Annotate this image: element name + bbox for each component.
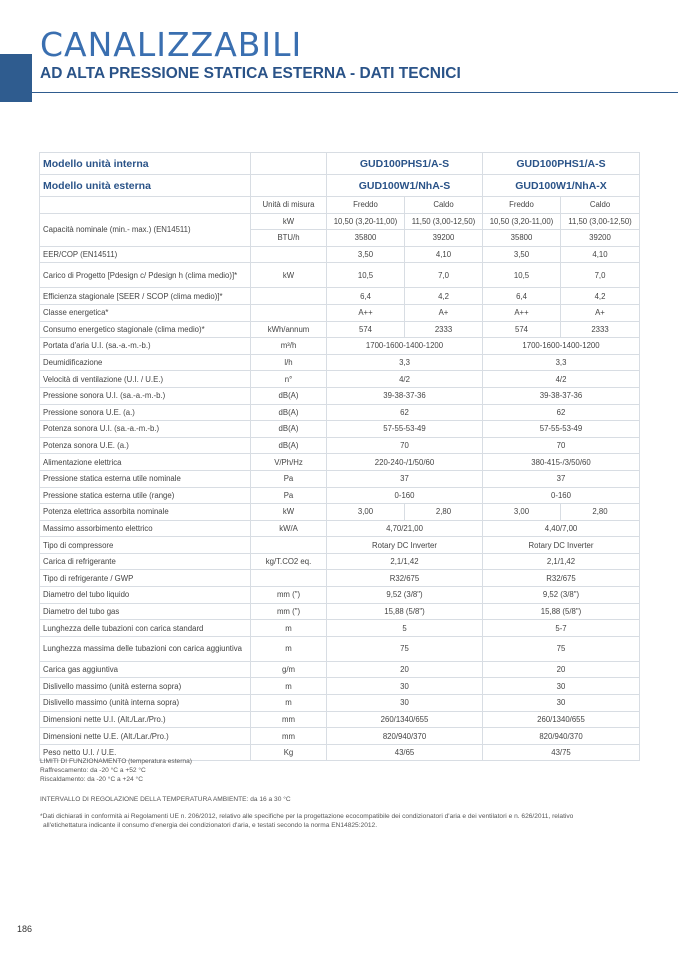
model-outdoor-1: GUD100W1/NhA-S (327, 175, 483, 197)
row-label: Carico di Progetto [Pdesign c/ Pdesign h (clima medio)]* (40, 263, 251, 288)
cell: 39-38-37-36 (327, 387, 483, 404)
operating-limits (40, 757, 192, 784)
col-freddo: Freddo (327, 197, 405, 214)
cell: A++ (483, 304, 561, 321)
row-label: Pressione sonora U.I. (sa.-a.-m.-b.) (40, 387, 251, 404)
table-row-potenza-sonora-u-e-a (40, 437, 640, 454)
table-row-diametro-del-tubo-liquido (40, 587, 640, 604)
row-unit: Kg (251, 744, 327, 761)
row-unit (251, 570, 327, 587)
cell: 30 (327, 695, 483, 712)
table-row-carico-di-progetto-pdesign-c-pdesign-h-c (40, 263, 640, 288)
cell: 4/2 (327, 371, 483, 388)
row-label: Dimensioni nette U.I. (Alt./Lar./Pro.) (40, 711, 251, 728)
row-label: Massimo assorbimento elettrico (40, 520, 251, 537)
row-label: Peso netto U.I. / U.E. (40, 744, 251, 761)
table-row-dislivello-massimo-unit-esterna-sopra (40, 678, 640, 695)
row-unit: dB(A) (251, 387, 327, 404)
cell: 260/1340/655 (483, 711, 640, 728)
row-label: Pressione statica esterna utile nominale (40, 470, 251, 487)
table-row-eer-cop-en14511 (40, 246, 640, 263)
row-label: Capacità nominale (min.- max.) (EN14511) (40, 213, 251, 246)
cell: 7,0 (561, 263, 640, 288)
row-unit: kW/A (251, 520, 327, 537)
row-unit: m (251, 620, 327, 637)
row-label: Dislivello massimo (unità interna sopra) (40, 695, 251, 712)
cell: 3,50 (327, 246, 405, 263)
row-label: Classe energetica* (40, 304, 251, 321)
row-unit: Pa (251, 470, 327, 487)
cell: 30 (483, 695, 640, 712)
cell: 4,2 (405, 288, 483, 305)
row-unit: kW (251, 263, 327, 288)
header-accent-bar (0, 54, 32, 102)
table-row-tipo-di-compressore (40, 537, 640, 554)
cell: 30 (483, 678, 640, 695)
cell: 260/1340/655 (327, 711, 483, 728)
row-label: Diametro del tubo gas (40, 603, 251, 620)
cell: 3,00 (327, 504, 405, 521)
cell: A+ (405, 304, 483, 321)
cell: 3,50 (483, 246, 561, 263)
row-unit (251, 304, 327, 321)
row-label: Alimentazione elettrica (40, 454, 251, 471)
cell: 2,80 (561, 504, 640, 521)
row-unit: mm (251, 728, 327, 745)
row-unit: V/Ph/Hz (251, 454, 327, 471)
header-divider (32, 92, 678, 93)
row-label: Tipo di refrigerante / GWP (40, 570, 251, 587)
cell: 574 (327, 321, 405, 338)
table-row-model-outdoor (40, 175, 640, 197)
cell: 57-55-53-49 (483, 421, 640, 438)
page-title: CANALIZZABILI (40, 25, 303, 64)
row-unit: kWh/annum (251, 321, 327, 338)
table-row-consumo-energetico-stagionale-clima-medi (40, 321, 640, 338)
cell: 2,1/1,42 (327, 553, 483, 570)
cell: 70 (327, 437, 483, 454)
model-indoor-2: GUD100PHS1/A-S (483, 153, 640, 175)
row-label: Dimensioni nette U.E. (Alt./Lar./Pro.) (40, 728, 251, 745)
table-row-tipo-di-refrigerante-gwp (40, 570, 640, 587)
table-row-pressione-statica-esterna-utile-nominale (40, 470, 640, 487)
cell: 62 (483, 404, 640, 421)
cell: 9,52 (3/8") (327, 587, 483, 604)
footnote-line-2: all'etichettatura indicante il consumo d'energia dei condizionatori d'aria, e testati secondo la norma EN14825:2012. (43, 822, 378, 829)
cell: 20 (483, 661, 640, 678)
cell: 10,5 (483, 263, 561, 288)
cell: 9,52 (3/8") (483, 587, 640, 604)
cell: 4/2 (483, 371, 640, 388)
cell: 6,4 (483, 288, 561, 305)
cell: R32/675 (327, 570, 483, 587)
table-row-pressione-sonora-u-i-sa-a-m-b (40, 387, 640, 404)
cell: 4,40/7,00 (483, 520, 640, 537)
cell: 20 (327, 661, 483, 678)
row-label: Pressione sonora U.E. (a.) (40, 404, 251, 421)
row-unit: mm (") (251, 603, 327, 620)
cell: 2333 (405, 321, 483, 338)
row-label: Modello unità interna (40, 153, 251, 175)
cell: 30 (327, 678, 483, 695)
row-unit: kg/T.CO2 eq. (251, 553, 327, 570)
spec-table (39, 152, 640, 761)
row-unit: l/h (251, 354, 327, 371)
cell: 4,10 (561, 246, 640, 263)
cell: 10,50 (3,20-11,00) (483, 213, 561, 230)
table-row-alimentazione-elettrica (40, 454, 640, 471)
cell: Rotary DC Inverter (327, 537, 483, 554)
cell: 4,70/21,00 (327, 520, 483, 537)
table-row-dimensioni-nette-u-i-alt-lar-pro (40, 711, 640, 728)
cell: 57-55-53-49 (327, 421, 483, 438)
limits-title: LIMITI DI FUNZIONAMENTO (temperatura esterna) (40, 758, 192, 765)
table-row-efficienza-stagionale-seer-scop-clima-me (40, 288, 640, 305)
cell: 1700-1600-1400-1200 (483, 338, 640, 355)
row-label: Lunghezza massima delle tubazioni con carica aggiuntiva (40, 636, 251, 661)
regulation-interval: INTERVALLO DI REGOLAZIONE DELLA TEMPERATURA AMBIENTE: da 16 a 30 °C (40, 796, 291, 803)
cell: 820/940/370 (483, 728, 640, 745)
cell: 0-160 (483, 487, 640, 504)
cell: 70 (483, 437, 640, 454)
row-unit: n° (251, 371, 327, 388)
row-label: Carica di refrigerante (40, 553, 251, 570)
cell: 11,50 (3,00-12,50) (405, 213, 483, 230)
row-label: Tipo di compressore (40, 537, 251, 554)
cell: A+ (561, 304, 640, 321)
table-row-lunghezza-delle-tubazioni-con-carica-sta (40, 620, 640, 637)
row-label: Consumo energetico stagionale (clima medio)* (40, 321, 251, 338)
cell: 37 (483, 470, 640, 487)
cell: 4,10 (405, 246, 483, 263)
cell: 380-415-/3/50/60 (483, 454, 640, 471)
cell: 43/65 (327, 744, 483, 761)
cell: 35800 (483, 230, 561, 247)
row-label: Velocità di ventilazione (U.I. / U.E.) (40, 371, 251, 388)
row-unit: g/m (251, 661, 327, 678)
row-unit: kW (251, 504, 327, 521)
cell: 15,88 (5/8") (483, 603, 640, 620)
model-outdoor-2: GUD100W1/NhA-X (483, 175, 640, 197)
table-row-capacity-kw (40, 213, 640, 230)
row-unit: dB(A) (251, 437, 327, 454)
table-row-model-indoor (40, 153, 640, 175)
table-row-header (40, 197, 640, 214)
cell: 62 (327, 404, 483, 421)
cell: 75 (483, 636, 640, 661)
cell: 5 (327, 620, 483, 637)
table-row-massimo-assorbimento-elettrico (40, 520, 640, 537)
cell: 5-7 (483, 620, 640, 637)
col-caldo: Caldo (405, 197, 483, 214)
cell: 2,1/1,42 (483, 553, 640, 570)
table-row-pressione-sonora-u-e-a (40, 404, 640, 421)
cell: 2333 (561, 321, 640, 338)
cell: 0-160 (327, 487, 483, 504)
footnote-line-1: *Dati dichiarati in conformità ai Regolamenti UE n. 206/2012, relativo alle specifiche per la progettazione ecocompatibile dei condizionatori d'aria e dei ventilatori e n. 626/2011, relativo (40, 813, 574, 820)
cell: 43/75 (483, 744, 640, 761)
cell: 39-38-37-36 (483, 387, 640, 404)
table-row-potenza-sonora-u-i-sa-a-m-b (40, 421, 640, 438)
footnote (40, 812, 640, 830)
row-unit: mm (251, 711, 327, 728)
row-unit (251, 537, 327, 554)
table-row-dimensioni-nette-u-e-alt-lar-pro (40, 728, 640, 745)
row-unit: m (251, 636, 327, 661)
row-unit: Pa (251, 487, 327, 504)
table-row-diametro-del-tubo-gas (40, 603, 640, 620)
cell: 10,50 (3,20-11,00) (327, 213, 405, 230)
unit-header: Unità di misura (251, 197, 327, 214)
row-unit: kW (251, 213, 327, 230)
table-row-portata-d-aria-u-i-sa-a-m-b (40, 338, 640, 355)
row-label: Portata d'aria U.I. (sa.-a.-m.-b.) (40, 338, 251, 355)
table-row-pressione-statica-esterna-utile-range (40, 487, 640, 504)
cell: 1700-1600-1400-1200 (327, 338, 483, 355)
row-unit: m (251, 695, 327, 712)
row-unit (251, 288, 327, 305)
cell: 3,00 (483, 504, 561, 521)
row-label: Pressione statica esterna utile (range) (40, 487, 251, 504)
row-label: Deumidificazione (40, 354, 251, 371)
cell: 37 (327, 470, 483, 487)
cell: 3,3 (327, 354, 483, 371)
col-caldo: Caldo (561, 197, 640, 214)
row-label: Potenza sonora U.I. (sa.-a.-m.-b.) (40, 421, 251, 438)
cell: 574 (483, 321, 561, 338)
page-subtitle: AD ALTA PRESSIONE STATICA ESTERNA - DATI TECNICI (40, 65, 461, 82)
row-label: Modello unità esterna (40, 175, 251, 197)
cell: 39200 (561, 230, 640, 247)
model-indoor-1: GUD100PHS1/A-S (327, 153, 483, 175)
cell: 220-240-/1/50/60 (327, 454, 483, 471)
row-unit (251, 246, 327, 263)
cell: 2,80 (405, 504, 483, 521)
cell: R32/675 (483, 570, 640, 587)
row-unit: m³/h (251, 338, 327, 355)
limits-heat: Riscaldamento: da -20 °C a +24 °C (40, 776, 143, 783)
row-label: Diametro del tubo liquido (40, 587, 251, 604)
row-label: Lunghezza delle tubazioni con carica standard (40, 620, 251, 637)
row-unit: mm (") (251, 587, 327, 604)
cell: 11,50 (3,00-12,50) (561, 213, 640, 230)
table-row-velocit-di-ventilazione-u-i-u-e (40, 371, 640, 388)
cell: 7,0 (405, 263, 483, 288)
row-unit: BTU/h (251, 230, 327, 247)
table-row-carica-gas-aggiuntiva (40, 661, 640, 678)
table-row-potenza-elettrica-assorbita-nominale (40, 504, 640, 521)
row-unit: m (251, 678, 327, 695)
cell: 6,4 (327, 288, 405, 305)
cell: 39200 (405, 230, 483, 247)
cell: 15,88 (5/8") (327, 603, 483, 620)
cell: Rotary DC Inverter (483, 537, 640, 554)
cell: 75 (327, 636, 483, 661)
row-label: Potenza sonora U.E. (a.) (40, 437, 251, 454)
col-freddo: Freddo (483, 197, 561, 214)
limits-cool: Raffrescamento: da -20 °C a +52 °C (40, 767, 146, 774)
cell: 35800 (327, 230, 405, 247)
row-label: Dislivello massimo (unità esterna sopra) (40, 678, 251, 695)
cell: A++ (327, 304, 405, 321)
row-label: Efficienza stagionale [SEER / SCOP (clima medio)]* (40, 288, 251, 305)
table-row-classe-energetica (40, 304, 640, 321)
cell: 3,3 (483, 354, 640, 371)
row-label: Potenza elettrica assorbita nominale (40, 504, 251, 521)
row-label: EER/COP (EN14511) (40, 246, 251, 263)
cell: 4,2 (561, 288, 640, 305)
table-row-carica-di-refrigerante (40, 553, 640, 570)
table-row-lunghezza-massima-delle-tubazioni-con-ca (40, 636, 640, 661)
table-row-deumidificazione (40, 354, 640, 371)
page-number: 186 (17, 924, 33, 934)
row-unit: dB(A) (251, 404, 327, 421)
row-label: Carica gas aggiuntiva (40, 661, 251, 678)
row-unit: dB(A) (251, 421, 327, 438)
cell: 820/940/370 (327, 728, 483, 745)
table-row-dislivello-massimo-unit-interna-sopra (40, 695, 640, 712)
cell: 10,5 (327, 263, 405, 288)
